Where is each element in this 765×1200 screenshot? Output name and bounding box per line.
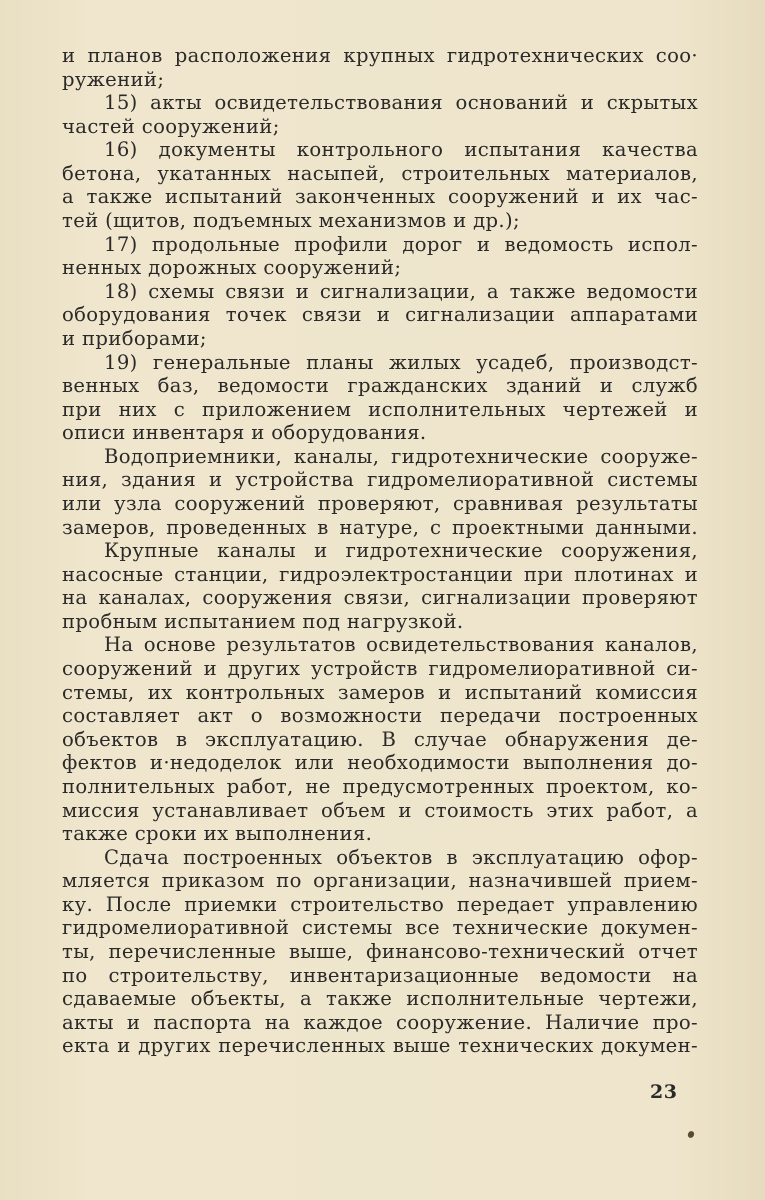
text-line: на каналах, сооружения связи, сигнализации проверяют: [62, 586, 698, 610]
text-line: 17) продольные профили дорог и ведомость испол-: [104, 232, 698, 256]
text-line: оборудования точек связи и сигнализации аппаратами: [62, 303, 698, 327]
body-text: [62, 44, 698, 1058]
text-line: стемы, их контрольных замеров и испытаний комиссия: [62, 680, 698, 704]
text-line: также сроки их выполнения.: [62, 822, 373, 846]
text-line: акты и паспорта на каждое сооружение. Наличие про-: [62, 1010, 698, 1034]
text-line: замеров, проведенных в натуре, с проектными данными.: [62, 515, 698, 539]
text-line: мляется приказом по организации, назначившей прием-: [62, 869, 698, 893]
page-number: 23: [650, 1081, 678, 1103]
text-line: 15) акты освидетельствования оснований и скрытых: [104, 91, 698, 115]
text-line: составляет акт о возможности передачи построенных: [62, 704, 698, 728]
text-line: сооружений и других устройств гидромелиоративной си-: [62, 657, 698, 681]
text-line: На основе результатов освидетельствования каналов,: [104, 633, 698, 657]
text-line: объектов в эксплуатацию. В случае обнаружения де-: [62, 727, 698, 751]
text-line: Крупные каналы и гидротехнические сооружения,: [104, 539, 698, 563]
text-line: ния, здания и устройства гидромелиоративной системы: [62, 468, 698, 492]
text-line: и приборами;: [62, 326, 207, 350]
text-line: а также испытаний законченных сооружений и их час-: [62, 185, 698, 209]
text-line: екта и других перечисленных выше технических докумен-: [62, 1034, 698, 1058]
text-line: 16) документы контрольного испытания качества: [104, 138, 698, 162]
text-line: 19) генеральные планы жилых усадеб, производст-: [104, 350, 698, 374]
text-line: сдаваемые объекты, а также исполнительные чертежи,: [62, 987, 698, 1011]
text-line: пробным испытанием под нагрузкой.: [62, 609, 464, 633]
text-line: описи инвентаря и оборудования.: [62, 421, 427, 445]
text-line: тей (щитов, подъемных механизмов и др.);: [62, 209, 520, 233]
text-line: ненных дорожных сооружений;: [62, 256, 402, 280]
text-line: при них с приложением исполнительных чертежей и: [62, 397, 698, 421]
text-line: насосные станции, гидроэлектростанции при плотинах и: [62, 562, 698, 586]
text-line: ты, перечисленные выше, финансово-технический отчет: [62, 939, 698, 963]
text-line: гидромелиоративной системы все технические докумен-: [62, 916, 698, 940]
text-line: ку. После приемки строительство передает управлению: [62, 892, 698, 916]
text-line: частей сооружений;: [62, 114, 280, 138]
text-line: или узла сооружений проверяют, сравнивая результаты: [62, 491, 698, 515]
text-line: полнительных работ, не предусмотренных проектом, ко-: [62, 774, 698, 798]
text-line: бетона, укатанных насыпей, строительных материалов,: [62, 161, 698, 185]
text-line: фектов и·недоделок или необходимости выполнения до-: [62, 751, 698, 775]
text-line: миссия устанавливает объем и стоимость этих работ, а: [62, 798, 698, 822]
text-line: Водоприемники, каналы, гидротехнические сооруже-: [104, 444, 698, 468]
text-line: 18) схемы связи и сигнализации, а также ведомости: [104, 279, 698, 303]
text-line: по строительству, инвентаризационные ведомости на: [62, 963, 698, 987]
ink-speck: [687, 1130, 696, 1139]
text-line: Сдача построенных объектов в эксплуатацию офор-: [104, 845, 698, 869]
text-line: ружений;: [62, 67, 165, 91]
text-line: венных баз, ведомости гражданских зданий и служб: [62, 374, 698, 398]
text-line: и планов расположения крупных гидротехнических соо·: [62, 44, 698, 67]
